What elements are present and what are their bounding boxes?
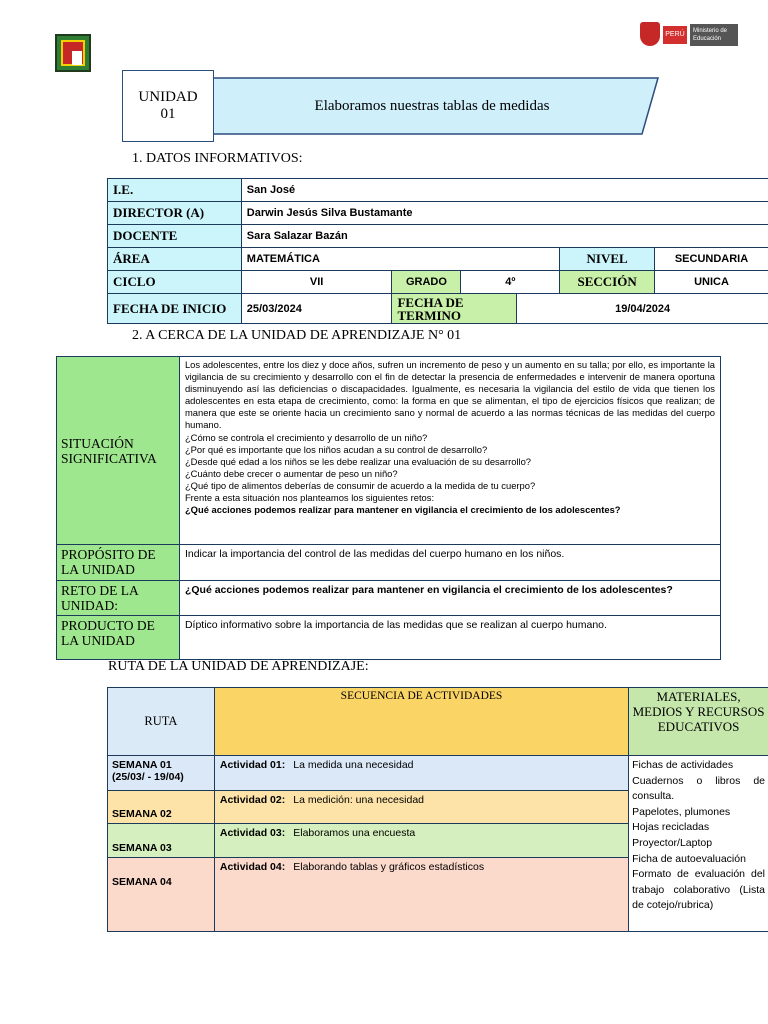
materiales-item: Ficha de autoevaluación <box>632 852 746 865</box>
week-label: SEMANA 01 <box>112 759 172 771</box>
section-ruta-title: RUTA DE LA UNIDAD DE APRENDIZAJE: <box>108 659 369 674</box>
situacion-paragraph: Los adolescentes, entre los diez y doce años, sufren un incremento de peso y un aumento en su talla; por ello, es importante la vigilancia de su crecimiento y desarrollo con el fin de detectar la presencia de enfermedades e intervenir de manera oportuna disminuyendo así las deficiencias o discapacidades. Igualmente, es necesaria la vigilancia del estilo de vida que tienen los adolescentes en esta etapa de crecimiento, como: la forma en que se alimentan, el tipo de ejercicios físicos que realizan; de manera que este se oriente hacia un crecimiento sano y normal de acuerdo a las normas técnicas de las medidas del cuerpo humano. <box>184 359 715 431</box>
activity-label: Actividad 04: <box>219 861 286 873</box>
materiales-item: Cuadernos o libros de consulta. <box>632 774 765 803</box>
activity-cell <box>214 824 628 858</box>
director-value: Darwin Jesús Silva Bustamante <box>241 202 768 225</box>
ciclo-value: VII <box>241 271 392 294</box>
activity-label: Actividad 02: <box>219 794 286 806</box>
situacion-retos-intro: Frente a esta situación nos planteamos los siguientes retos: <box>184 492 435 504</box>
fecha-inicio-value: 25/03/2024 <box>241 294 392 324</box>
situacion-reto: ¿Qué acciones podemos realizar para mantener en vigilancia el crecimiento de los adolescentes? <box>184 504 621 516</box>
situacion-text <box>179 357 720 545</box>
fecha-inicio-label: FECHA DE INICIO <box>108 294 242 324</box>
activity-title: Elaboramos una encuesta <box>293 827 416 839</box>
materiales-item: Papelotes, plumones <box>632 805 731 818</box>
datos-table <box>107 178 768 324</box>
activity-title: La medición: una necesidad <box>293 794 424 806</box>
week-label: SEMANA 02 <box>112 808 172 820</box>
grado-value: 4º <box>461 271 560 294</box>
docente-value: Sara Salazar Bazán <box>241 225 768 248</box>
ie-label: I.E. <box>108 179 242 202</box>
docente-label: DOCENTE <box>108 225 242 248</box>
week-cell <box>108 756 215 791</box>
section-datos-title: 1. DATOS INFORMATIVOS: <box>132 151 303 166</box>
situacion-question: ¿Cómo se controla el crecimiento y desarrollo de un niño? <box>184 431 428 443</box>
nivel-value: SECUNDARIA <box>655 248 768 271</box>
activity-title: Elaborando tablas y gráficos estadísticos <box>293 861 485 873</box>
week-cell <box>108 858 215 932</box>
week-cell <box>108 791 215 824</box>
acerca-table <box>56 356 721 660</box>
peru-shield-icon <box>640 22 660 46</box>
activity-cell <box>214 791 628 824</box>
activity-cell <box>214 756 628 791</box>
fecha-termino-value: 19/04/2024 <box>517 294 768 324</box>
unit-label: UNIDAD <box>138 89 198 105</box>
producto-value: Díptico informativo sobre la importancia de las medidas que se realizan al cuerpo humano. <box>179 616 720 660</box>
week-cell <box>108 824 215 858</box>
activity-label: Actividad 01: <box>219 759 286 771</box>
minedu-label: Ministerio de Educación <box>690 24 738 46</box>
materiales-header: MATERIALES, MEDIOS Y RECURSOS EDUCATIVOS <box>629 688 768 756</box>
situacion-question: ¿Por qué es importante que los niños acudan a su control de desarrollo? <box>184 443 488 455</box>
nivel-label: NIVEL <box>560 248 655 271</box>
proposito-value: Indicar la importancia del control de las medidas del cuerpo humano en los niños. <box>179 545 720 581</box>
unit-number: 01 <box>160 106 176 122</box>
situacion-question: ¿Cuánto debe crecer o aumentar de peso un niño? <box>184 467 398 479</box>
week-dates: (25/03/ - 19/04) <box>112 771 184 783</box>
ie-value: San José <box>241 179 768 202</box>
reto-value: ¿Qué acciones podemos realizar para mantener en vigilancia el crecimiento de los adolescentes? <box>179 581 720 616</box>
area-label: ÁREA <box>108 248 242 271</box>
materiales-item: Fichas de actividades <box>632 759 734 771</box>
week-label: SEMANA 03 <box>112 842 172 854</box>
situacion-question: ¿Desde qué edad a los niños se les debe realizar una evaluación de su desarrollo? <box>184 455 532 467</box>
situacion-label: SITUACIÓN SIGNIFICATIVA <box>57 357 180 545</box>
seccion-label: SECCIÓN <box>560 271 655 294</box>
reto-label: RETO DE LA UNIDAD: <box>57 581 180 616</box>
peru-label: PERÚ <box>663 26 687 44</box>
unit-banner <box>122 70 662 142</box>
area-value: MATEMÁTICA <box>241 248 559 271</box>
activity-cell <box>214 858 628 932</box>
ruta-table <box>107 687 768 932</box>
fecha-termino-label: FECHA DE TERMINO <box>392 294 517 324</box>
unit-title: Elaboramos nuestras tablas de medidas <box>314 97 550 114</box>
seccion-value: UNICA <box>655 271 768 294</box>
producto-label: PRODUCTO DE LA UNIDAD <box>57 616 180 660</box>
week-label: SEMANA 04 <box>112 876 172 888</box>
materiales-item: Hojas recicladas <box>632 821 710 834</box>
situacion-question: ¿Qué tipo de alimentos deberías de consumir de acuerdo a la medida de tu cuerpo? <box>184 479 536 491</box>
ruta-header: RUTA <box>108 688 215 756</box>
activity-label: Actividad 03: <box>219 827 286 839</box>
section-acerca-title: 2. A CERCA DE LA UNIDAD DE APRENDIZAJE N° 01 <box>132 328 462 343</box>
materiales-list <box>629 756 768 932</box>
materiales-item: Proyector/Laptop <box>632 836 713 849</box>
unit-label-box <box>122 70 214 142</box>
grado-label: GRADO <box>392 271 461 294</box>
secuencia-header: SECUENCIA DE ACTIVIDADES <box>214 688 628 756</box>
activity-title: La medida una necesidad <box>293 759 414 771</box>
ciclo-label: CICLO <box>108 271 242 294</box>
director-label: DIRECTOR (A) <box>108 202 242 225</box>
proposito-label: PROPÓSITO DE LA UNIDAD <box>57 545 180 581</box>
school-logo <box>55 34 91 72</box>
minedu-logo <box>640 20 735 52</box>
materiales-item: Formato de evaluación del trabajo colaborativo (Lista de cotejo/rubrica) <box>632 868 765 912</box>
